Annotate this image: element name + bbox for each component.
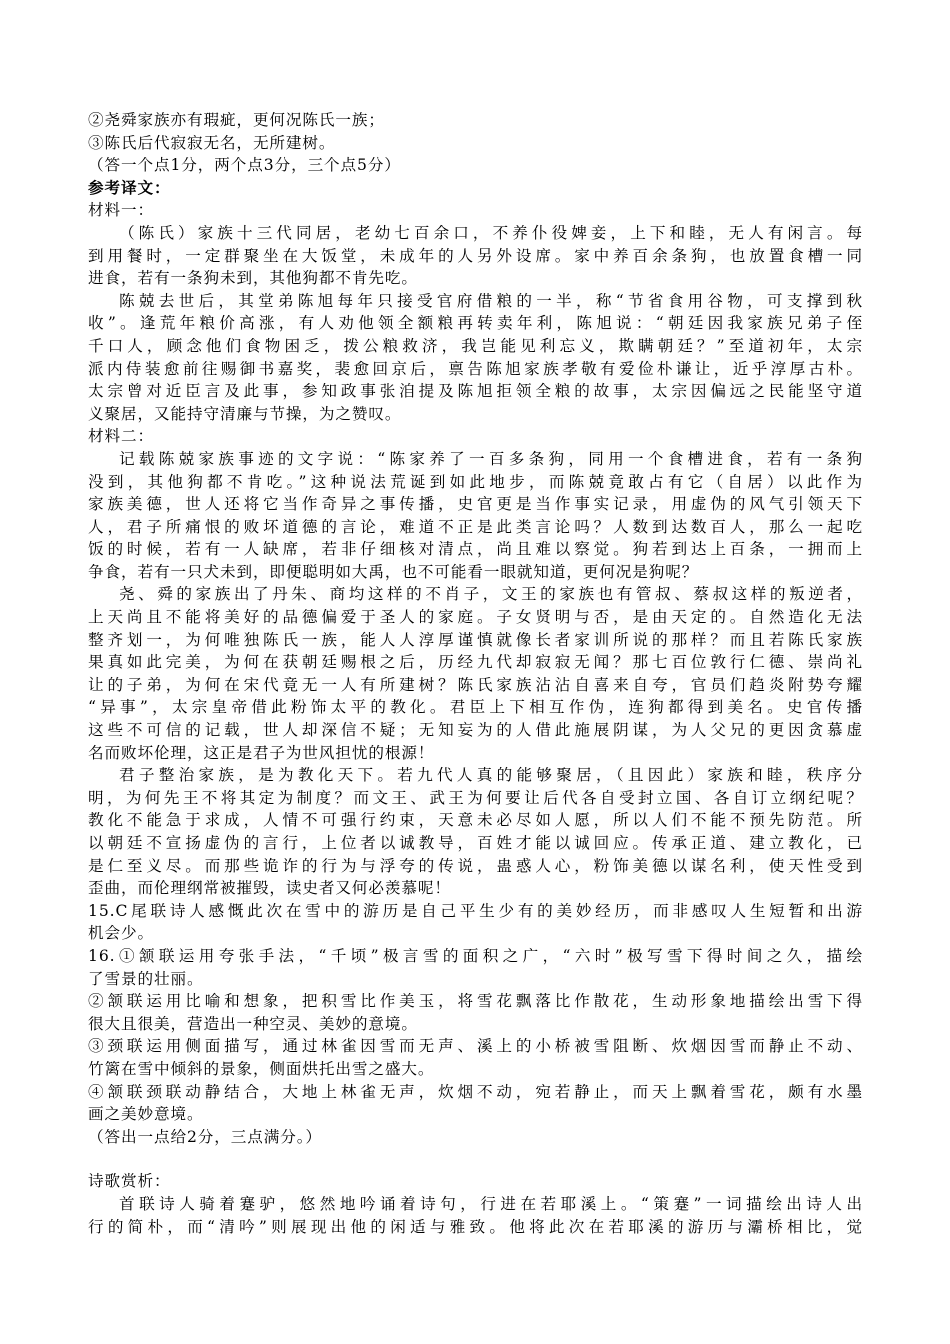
material-1-text bbox=[88, 222, 863, 425]
material-1-label: 材料一： bbox=[88, 201, 154, 220]
paragraph-line: 这些不可信的记载，世人却深信不疑；无知妄为的人借此施展阴谋，为人父兄的更因贪慕虚 bbox=[88, 721, 863, 740]
answer-line: ③颈联运用侧面描写，通过林雀因雪而无声、溪上的小桥被雪阻断、炊烟因雪而静止不动、 bbox=[88, 1037, 863, 1056]
scoring-note: （答出一点给2分，三点满分。） bbox=[88, 1127, 322, 1146]
paragraph-line: 君子整治家族，是为教化天下。若九代人真的能够聚居，（且因此）家族和睦，秩序分 bbox=[119, 766, 863, 785]
paragraph-line: 歪曲，而伦理纲常被摧毁，读史者又何必羡慕呢！ bbox=[88, 879, 451, 898]
paragraph-line: 人，君子所痛恨的败坏道德的言论，难道不正是此类言论吗？人数到达数百人，那么一起吃 bbox=[88, 517, 863, 536]
paragraph-line: 争食，若有一只犬未到，即便聪明如大禹，也不可能看一眼就知道，更何况是狗呢？ bbox=[88, 562, 699, 581]
answer-line: ②颔联运用比喻和想象，把积雪比作美玉，将雪花飘落比作散花，生动形象地描绘出雪下得 bbox=[88, 992, 863, 1011]
paragraph-line: 派内侍装愈前往赐御书嘉奖，裴愈回京后，禀告陈旭家族孝敬有爱俭朴谦让，近乎淳厚古朴。 bbox=[88, 359, 863, 378]
answer-point-2: ②尧舜家族亦有瑕疵，更何况陈氏一族； bbox=[88, 111, 385, 129]
paragraph-line: 没到，其他狗都不肯吃。”这种说法荒诞到如此地步，而陈兢竟敢占有它（自居）以此作为 bbox=[88, 472, 863, 491]
material-2-text bbox=[88, 448, 863, 900]
paragraph-line: 饭的时候，若有一人缺席，若非仔细核对清点，尚且难以察觉。狗若到达上百条，一拥而上 bbox=[88, 540, 863, 559]
translation-heading: 参考译文： bbox=[88, 177, 171, 197]
answer-page bbox=[88, 109, 863, 1238]
answer-line: 了雪景的壮丽。 bbox=[88, 969, 204, 988]
answer-line: ④颔联颈联动静结合，大地上林雀无声，炊烟不动，宛若静止，而天上飘着雪花，颇有水墨 bbox=[88, 1082, 863, 1101]
paragraph-line: （陈氏）家族十三代同居，老幼七百余口，不养仆役婢妾，上下和睦，无人有闲言。每 bbox=[119, 223, 863, 242]
paragraph-line: 进食，若有一条狗未到，其他狗都不肯先吃。 bbox=[88, 269, 418, 288]
paragraph-line: 记载陈兢家族事迹的文字说：“陈家养了一百多条狗，同用一个食槽进食，若有一条狗 bbox=[119, 449, 863, 468]
paragraph-line: 千口人，顾念他们食物困乏，拨公粮救济，我岂能见利忘义，欺瞒朝廷？”至道初年，太宗 bbox=[88, 336, 863, 355]
answer-line: 16.①颔联运用夸张手法，“千顷”极言雪的面积之广，“六时”极写雪下得时间之久，描绘 bbox=[88, 946, 863, 965]
paragraph-line: 义聚居，又能持守清廉与节操，为之赞叹。 bbox=[88, 404, 402, 423]
blank-line bbox=[88, 1148, 863, 1170]
poem-analysis-label: 诗歌赏析： bbox=[88, 1172, 171, 1191]
paragraph-line: 上天尚且不能将美好的品德偏爱于圣人的家庭。子女贤明与否，是由天定的。自然造化无法 bbox=[88, 608, 863, 627]
answer-line: 机会少。 bbox=[88, 924, 154, 943]
paragraph-line: 教化不能急于求成，人情不可强行约束，天意未必尽如人愿，所以人们不能不预先防范。所 bbox=[88, 811, 863, 830]
paragraph-line: 以朝廷不宣扬虚伪的言行，上位者以诚教导，百姓才能以诚回应。传承正道、建立教化，已 bbox=[88, 834, 863, 852]
answer-point-3: ③陈氏后代寂寂无名，无所建树。 bbox=[88, 133, 336, 152]
paragraph-line: 尧、舜的家族出了丹朱、商均这样的不肖子，文王的家族也有管叔、蔡叔这样的叛逆者， bbox=[119, 585, 863, 604]
paragraph-line: 整齐划一，为何唯独陈氏一族，能人人淳厚谨慎就像长者家训所说的那样？而且若陈氏家族 bbox=[88, 630, 863, 649]
material-2-label: 材料二： bbox=[88, 427, 154, 446]
answer-line: 画之美妙意境。 bbox=[88, 1105, 204, 1124]
question-15-answer bbox=[88, 900, 863, 945]
paragraph-line: 家族美德，世人还将它当作奇异之事传播，史官更是当作事实记录，用虚伪的风气引领天下 bbox=[88, 495, 863, 514]
paragraph-line: 收”。逢荒年粮价高涨，有人劝他领全额粮再转卖年利，陈旭说：“朝廷因我家族兄弟子侄 bbox=[88, 314, 863, 333]
paragraph-line: 首联诗人骑着蹇驴，悠然地吟诵着诗句，行进在若耶溪上。“策蹇”一词描绘出诗人出 bbox=[119, 1194, 863, 1213]
paragraph-line: 是仁至义尽。而那些诡诈的行为与浮夸的传说，蛊惑人心，粉饰美德以谋名利，使天性受到 bbox=[88, 856, 863, 875]
paragraph-line: 行的简朴，而“清吟”则展现出他的闲适与雅致。他将此次在若耶溪的游历与灞桥相比，觉 bbox=[88, 1217, 863, 1236]
answer-line: 15.C尾联诗人感慨此次在雪中的游历是自己平生少有的美妙经历，而非感叹人生短暂和出游 bbox=[88, 901, 863, 920]
paragraph-line: 明，为何先王不将其定为制度？而文王、武王为何要让后代各自受封立国、各自订立纲纪呢？ bbox=[88, 788, 863, 807]
paragraph-line: “异事”，太宗皇帝借此粉饰太平的教化。君臣上下相互作伪，连狗都得到美名。史官传播 bbox=[88, 698, 863, 717]
question-16-answer bbox=[88, 945, 863, 1148]
paragraph-line: 太宗曾对近臣言及此事，参知政事张洎提及陈旭拒领全粮的故事，太宗因偏远之民能坚守道 bbox=[88, 382, 863, 401]
paragraph-line: 陈兢去世后，其堂弟陈旭每年只接受官府借粮的一半，称“节省食用谷物，可支撑到秋 bbox=[119, 291, 863, 310]
paragraph-line: 让的子弟，为何在宋代竟无一人有所建树？陈氏家族沾沾自喜来自夸，官员们趋炎附势夸耀 bbox=[88, 675, 863, 694]
answer-line: 竹篱在雪中倾斜的景象，侧面烘托出雪之盛大。 bbox=[88, 1059, 435, 1078]
poem-analysis-text bbox=[88, 1193, 863, 1238]
paragraph-line: 到用餐时，一定群聚坐在大饭堂，未成年的人另外设席。家中养百余条狗，也放置食槽一同 bbox=[88, 246, 863, 265]
scoring-note: （答一个点1分，两个点3分，三个点5分） bbox=[88, 156, 401, 175]
paragraph-line: 名而败坏伦理，这正是君子为世风担忧的根源！ bbox=[88, 743, 435, 762]
paragraph-line: 果真如此完美，为何在获朝廷赐根之后，历经九代却寂寂无闻？那七百位敦行仁德、崇尚礼 bbox=[88, 653, 863, 672]
answer-line: 很大且很美，营造出一种空灵、美妙的意境。 bbox=[88, 1014, 418, 1033]
